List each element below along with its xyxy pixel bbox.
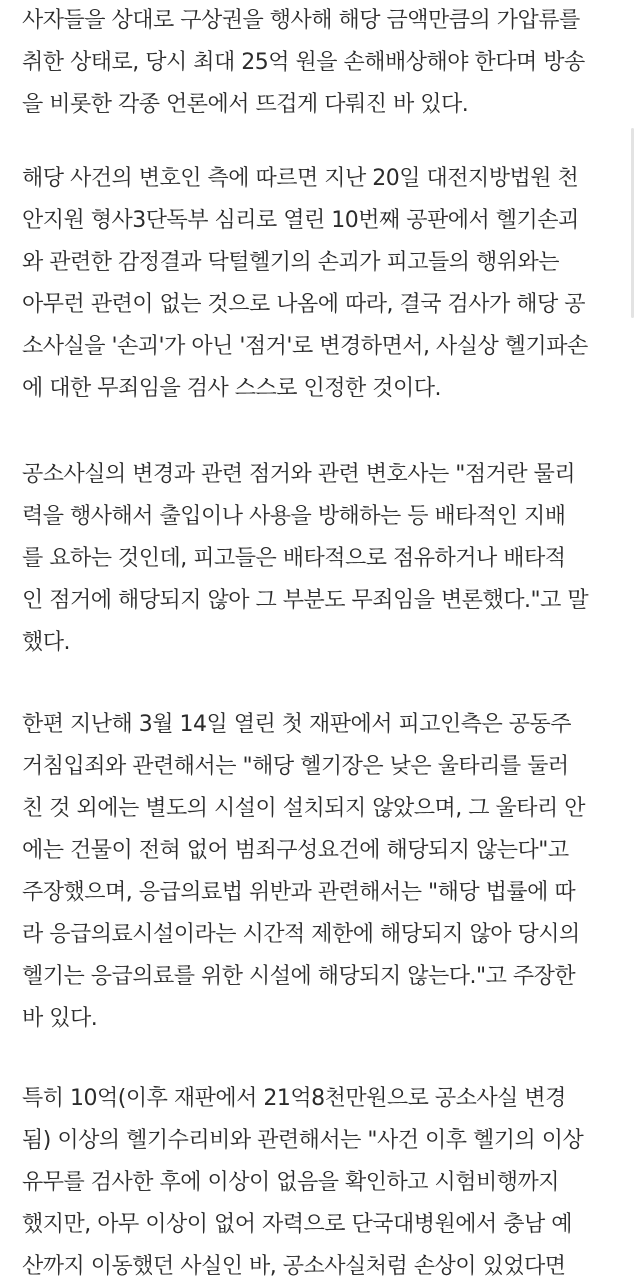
text-line: 친 것 외에는 별도의 시설이 설치되지 않았으며, 그 울타리 안 bbox=[22, 796, 585, 821]
text-line: 인 점거에 해당되지 않아 그 부분도 무죄임을 변론했다."고 말 bbox=[22, 588, 589, 613]
text-line: 헬기는 응급의료를 위한 시설에 해당되지 않는다."고 주장한 bbox=[22, 964, 576, 989]
text-line: 사자들을 상대로 구상권을 행사해 해당 금액만큼의 가압류를 bbox=[22, 8, 580, 33]
text-line: 라 응급의료시설이라는 시간적 제한에 해당되지 않아 당시의 bbox=[22, 922, 580, 947]
text-line: 산까지 이동했던 사실인 바, 공소사실처럼 손상이 있었다면 bbox=[22, 1254, 566, 1279]
text-line: 취한 상태로, 당시 최대 25억 원을 손해배상해야 한다며 방송 bbox=[22, 50, 585, 75]
text-line: 유무를 검사한 후에 이상이 없음을 확인하고 시험비행까지 bbox=[22, 1170, 560, 1195]
text-line: 한편 지난해 3월 14일 열린 첫 재판에서 피고인측은 공동주 bbox=[22, 712, 571, 737]
text-line: 했다. bbox=[22, 630, 70, 655]
text-line: 특히 10억(이후 재판에서 21억8천만원으로 공소사실 변경 bbox=[22, 1086, 566, 1111]
text-line: 안지원 형사3단독부 심리로 열린 10번째 공판에서 헬기손괴 bbox=[22, 208, 579, 233]
text-line: 에 대한 무죄임을 검사 스스로 인정한 것이다. bbox=[22, 376, 441, 401]
text-line: 공소사실의 변경과 관련 점거와 관련 변호사는 "점거란 물리 bbox=[22, 462, 576, 487]
text-line: 을 비롯한 각종 언론에서 뜨겁게 다뤄진 바 있다. bbox=[22, 92, 469, 117]
text-line: 했지만, 아무 이상이 없어 자력으로 단국대병원에서 충남 예 bbox=[22, 1212, 572, 1237]
scrollbar-thumb[interactable] bbox=[631, 128, 634, 318]
text-line: 와 관련한 감정결과 닥털헬기의 손괴가 피고들의 행위와는 bbox=[22, 250, 560, 275]
text-line: 소사실을 '손괴'가 아닌 '점거'로 변경하면서, 사실상 헬기파손 bbox=[22, 334, 588, 359]
text-line: 주장했으며, 응급의료법 위반과 관련해서는 "해당 법률에 따 bbox=[22, 880, 576, 905]
text-line: 해당 사건의 변호인 측에 따르면 지난 20일 대전지방법원 천 bbox=[22, 166, 579, 191]
text-line: 에는 건물이 전혀 없어 범죄구성요건에 해당되지 않는다"고 bbox=[22, 838, 569, 863]
text-line: 아무런 관련이 없는 것으로 나옴에 따라, 결국 검사가 해당 공 bbox=[22, 292, 585, 317]
text-line: 바 있다. bbox=[22, 1006, 98, 1031]
text-line: 력을 행사해서 출입이나 사용을 방해하는 등 배타적인 지배 bbox=[22, 504, 566, 529]
text-line: 를 요하는 것인데, 피고들은 배타적으로 점유하거나 배타적 bbox=[22, 546, 566, 571]
text-line: 거침입죄와 관련해서는 "해당 헬기장은 낮은 울타리를 둘러 bbox=[22, 754, 569, 779]
text-line: 됨) 이상의 헬기수리비와 관련해서는 "사건 이후 헬기의 이상 bbox=[22, 1128, 584, 1153]
